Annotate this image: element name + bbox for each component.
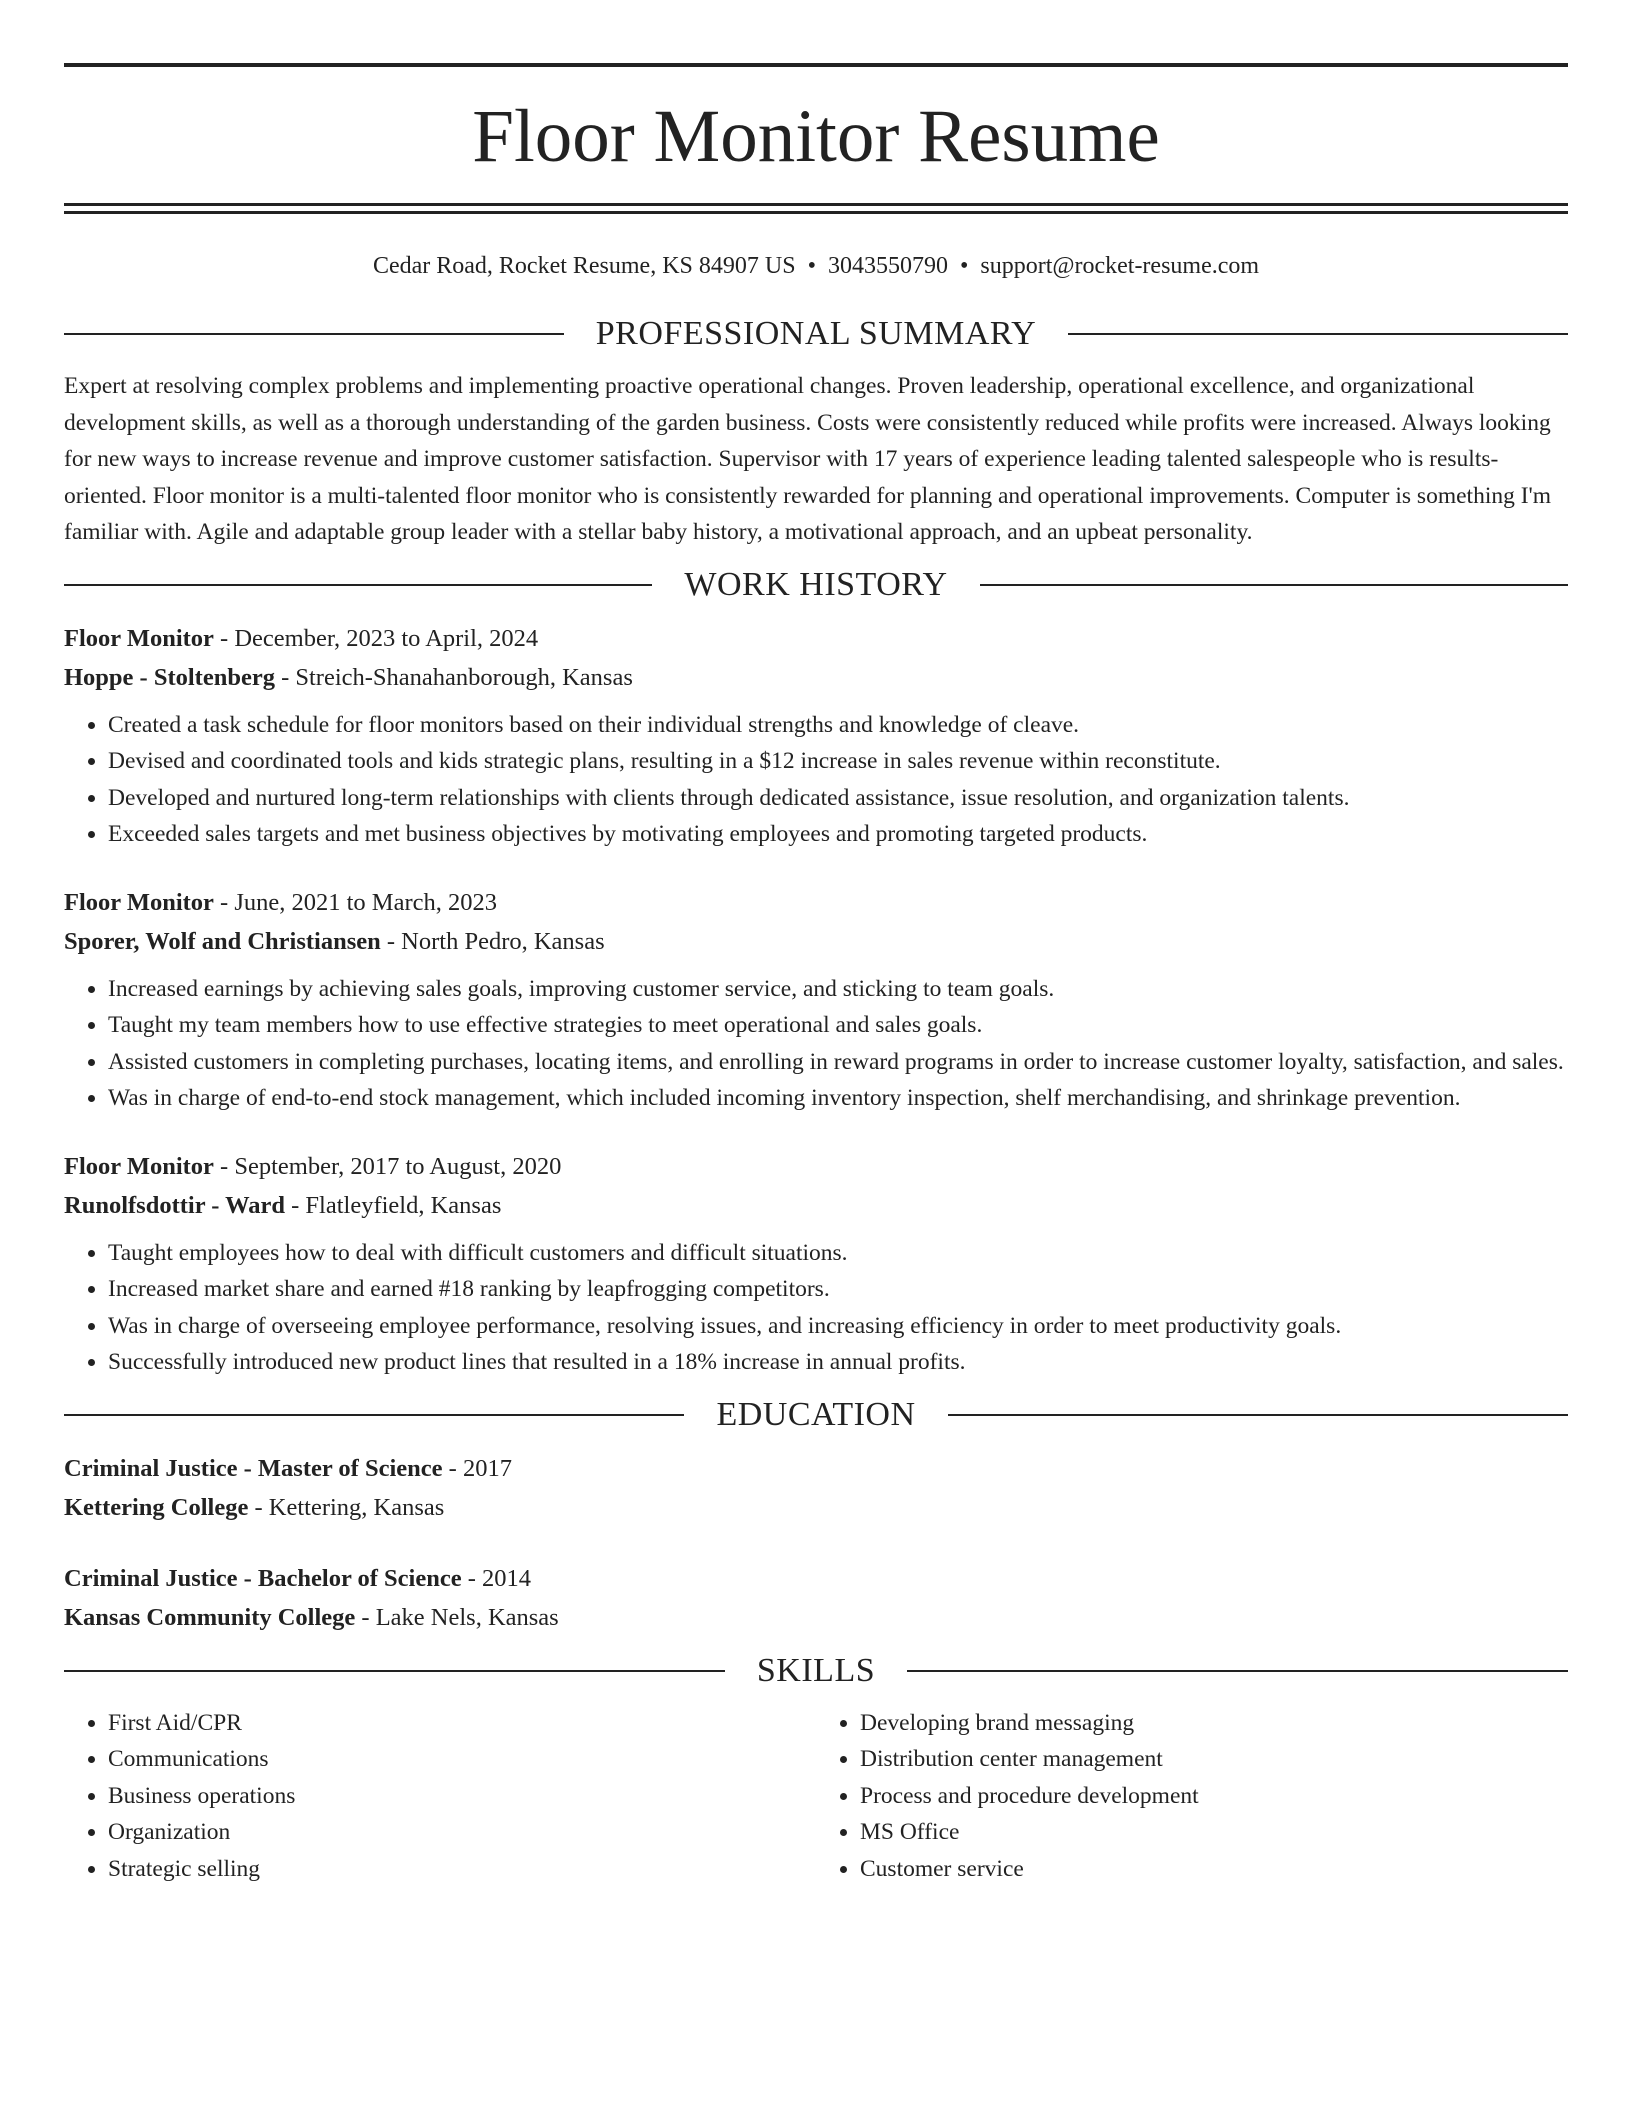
job-title-line (64, 883, 1568, 922)
education-location: - Lake Nels, Kansas (355, 1603, 559, 1631)
skill-item: • First Aid/CPR (108, 1705, 816, 1742)
contact-email[interactable]: support@rocket-resume.com (980, 253, 1260, 279)
job-bullet: • Increased market share and earned #18 ranking by leapfrogging competitors. (108, 1271, 1568, 1308)
job-title-line (64, 619, 1568, 658)
contact-phone: 3043550790 (827, 253, 948, 279)
skills-list-left (64, 1705, 816, 1888)
work-history-heading: WORK HISTORY (64, 565, 1568, 605)
job-location: - Streich-Shanahanborough, Kansas (274, 663, 633, 691)
education-school: Kansas Community College (64, 1603, 356, 1631)
job-bullet: • Was in charge of end-to-end stock management, which included incoming inventory inspection, shelf merchandising, and shrinkage prevention. (108, 1080, 1568, 1117)
summary-text: Expert at resolving complex problems and implementing proactive operational changes. Proven leadership, operational excellence, and organizational development skills, as well as a thorough understanding of the garden business. Costs were consistently reduced while profits were increased. Always looking for new ways to increase revenue and improve customer satisfaction. Supervisor with 17 years of experience leading talented salespeople who is results-oriented. Floor monitor is a multi-talented floor monitor who is consistently rewarded for planning and operational improvements. Computer is something I'm familiar with. Agile and adaptable group leader with a stellar baby history, a motivational approach, and an upbeat personality. (64, 373, 1552, 545)
education-heading: EDUCATION (64, 1395, 1568, 1435)
skill-item: • Strategic selling (108, 1851, 816, 1888)
job-location: - Flatleyfield, Kansas (285, 1191, 502, 1219)
job-company-line (64, 922, 1568, 961)
job-title-line (64, 1147, 1568, 1186)
education-location: - Kettering, Kansas (248, 1493, 445, 1521)
skill-item: • Communications (108, 1741, 816, 1778)
job-location: - North Pedro, Kansas (380, 927, 605, 955)
job-bullets (64, 971, 1568, 1117)
resume-title: Floor Monitor Resume (472, 95, 1160, 178)
education-school-line (64, 1598, 1568, 1637)
job-bullet: • Exceeded sales targets and met business objectives by motivating employees and promoting targeted products. (108, 816, 1568, 853)
job-bullets (64, 1235, 1568, 1381)
job-company: Hoppe - Stoltenberg (64, 663, 275, 691)
title-double-rule (64, 203, 1568, 214)
skill-item: • MS Office (860, 1814, 1568, 1851)
job-company-line (64, 1186, 1568, 1225)
job-company: Sporer, Wolf and Christiansen (64, 927, 381, 955)
contact-line (64, 248, 1568, 284)
job-entry (64, 883, 1568, 1117)
job-dates: - December, 2023 to April, 2024 (213, 624, 539, 652)
education-degree-line (64, 1449, 1568, 1488)
skills-heading: SKILLS (64, 1651, 1568, 1691)
job-bullet: • Was in charge of overseeing employee performance, resolving issues, and increasing efficiency in order to meet productivity goals. (108, 1308, 1568, 1345)
job-title: Floor Monitor (64, 888, 214, 916)
education-degree-line (64, 1559, 1568, 1598)
education-entry (64, 1449, 1568, 1527)
job-title: Floor Monitor (64, 624, 214, 652)
job-bullet: • Taught my team members how to use effective strategies to meet operational and sales goals. (108, 1007, 1568, 1044)
education-degree: Criminal Justice - Bachelor of Science (64, 1564, 462, 1592)
job-title: Floor Monitor (64, 1152, 214, 1180)
job-entry (64, 619, 1568, 853)
education-entry (64, 1559, 1568, 1637)
job-bullet: • Increased earnings by achieving sales goals, improving customer service, and sticking to team goals. (108, 971, 1568, 1008)
education-school: Kettering College (64, 1493, 249, 1521)
job-bullets (64, 707, 1568, 853)
resume-page (64, 0, 1568, 1887)
job-company: Runolfsdottir - Ward (64, 1191, 285, 1219)
job-bullet: • Assisted customers in completing purchases, locating items, and enrolling in reward programs in order to increase customer loyalty, satisfaction, and sales. (108, 1044, 1568, 1081)
job-dates: - June, 2021 to March, 2023 (213, 888, 497, 916)
contact-separator: • (959, 253, 969, 279)
job-company-line (64, 658, 1568, 697)
education-year: - 2014 (461, 1564, 532, 1592)
skills-columns (64, 1705, 1568, 1888)
skill-item: • Process and procedure development (860, 1778, 1568, 1815)
skill-item: • Customer service (860, 1851, 1568, 1888)
skill-item: • Developing brand messaging (860, 1705, 1568, 1742)
skill-item: • Business operations (108, 1778, 816, 1815)
skill-item: • Organization (108, 1814, 816, 1851)
job-bullet: • Devised and coordinated tools and kids strategic plans, resulting in a $12 increase in sales revenue within reconstitute. (108, 743, 1568, 780)
job-dates: - September, 2017 to August, 2020 (213, 1152, 562, 1180)
contact-address: Cedar Road, Rocket Resume, KS 84907 US (372, 253, 796, 279)
skill-item: • Distribution center management (860, 1741, 1568, 1778)
education-school-line (64, 1488, 1568, 1527)
job-bullet: • Developed and nurtured long-term relationships with clients through dedicated assistance, issue resolution, and organization talents. (108, 780, 1568, 817)
skills-list-right (816, 1705, 1568, 1888)
job-entry (64, 1147, 1568, 1381)
job-bullet: • Created a task schedule for floor monitors based on their individual strengths and knowledge of cleave. (108, 707, 1568, 744)
top-rule (64, 63, 1568, 67)
summary-heading: PROFESSIONAL SUMMARY (64, 314, 1568, 354)
education-year: - 2017 (442, 1454, 512, 1482)
contact-separator: • (807, 253, 816, 279)
job-bullet: • Taught employees how to deal with difficult customers and difficult situations. (108, 1235, 1568, 1272)
job-bullet: • Successfully introduced new product lines that resulted in a 18% increase in annual profits. (108, 1344, 1568, 1381)
education-degree: Criminal Justice - Master of Science (64, 1454, 443, 1482)
